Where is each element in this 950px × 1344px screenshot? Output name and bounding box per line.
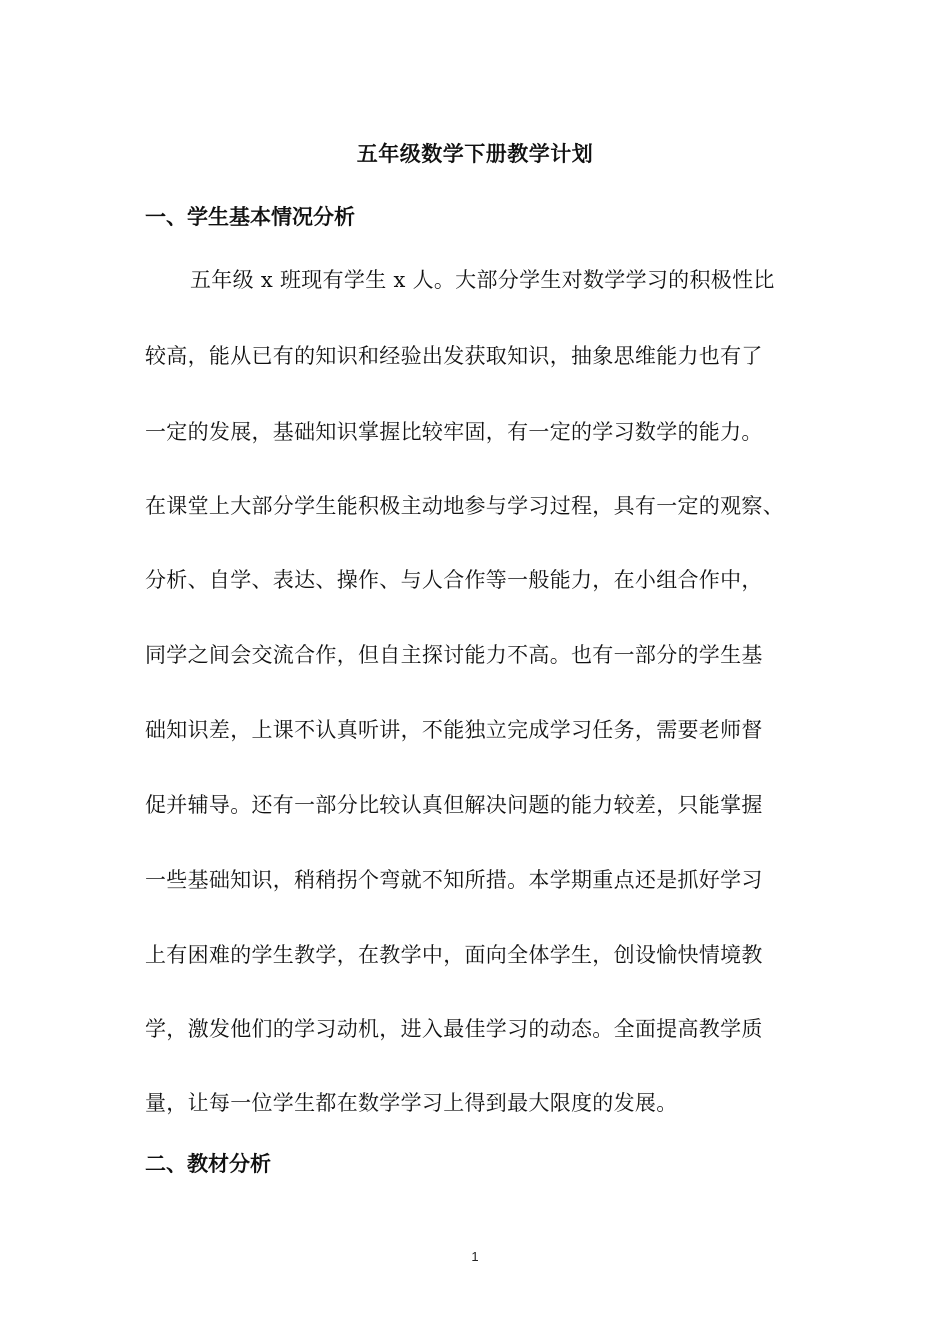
body-line: 较高，能从已有的知识和经验出发获取知识，抽象思维能力也有了 xyxy=(145,344,763,368)
body-line: 同学之间会交流合作，但自主探讨能力不高。也有一部分的学生基 xyxy=(145,643,763,667)
body-line: 促并辅导。还有一部分比较认真但解决问题的能力较差，只能掌握 xyxy=(145,793,763,817)
body-line: 一定的发展，基础知识掌握比较牢固，有一定的学习数学的能力。 xyxy=(145,420,763,444)
section-heading-textbook-analysis: 二、教材分析 xyxy=(145,1152,271,1176)
body-line: 一些基础知识，稍稍拐个弯就不知所措。本学期重点还是抓好学习 xyxy=(145,868,763,892)
body-line: 上有困难的学生教学，在教学中，面向全体学生，创设愉快情境教 xyxy=(145,943,763,967)
section-heading-student-analysis: 一、学生基本情况分析 xyxy=(145,205,355,229)
page-number: 1 xyxy=(471,1249,479,1264)
body-line: 分析、自学、表达、操作、与人合作等一般能力，在小组合作中， xyxy=(145,568,763,592)
body-line: 五年级 x 班现有学生 x 人。大部分学生对数学学习的积极性比 xyxy=(190,268,775,292)
body-line: 量，让每一位学生都在数学学习上得到最大限度的发展。 xyxy=(145,1091,678,1115)
document-title: 五年级数学下册教学计划 xyxy=(356,142,594,166)
body-line: 在课堂上大部分学生能积极主动地参与学习过程，具有一定的观察、 xyxy=(145,494,784,518)
body-line: 学，激发他们的学习动机，进入最佳学习的动态。全面提高教学质 xyxy=(145,1017,763,1041)
body-line: 础知识差，上课不认真听讲，不能独立完成学习任务，需要老师督 xyxy=(145,718,763,742)
